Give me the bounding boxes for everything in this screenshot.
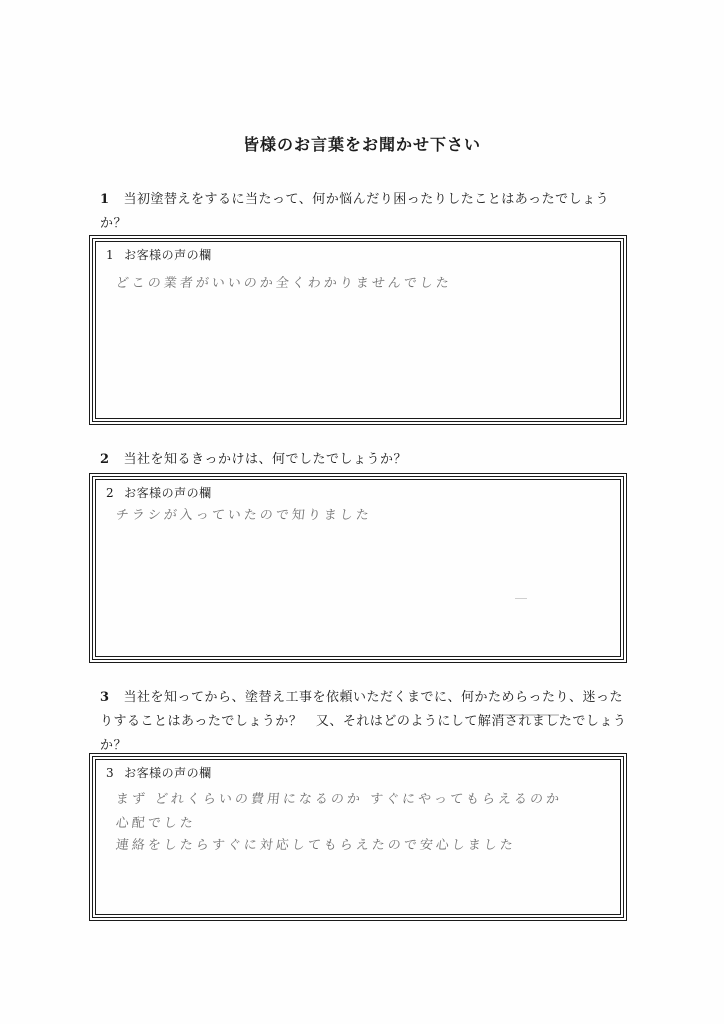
question-line: か？ [100, 738, 128, 753]
box-label [106, 484, 212, 501]
question-text: 当社を知るきっかけは、何でしたでしょうか？ [123, 452, 408, 467]
box-label-number: 2 [106, 486, 115, 500]
question-number: 1 [100, 192, 110, 207]
handwritten-answer: どこの業者がいいのか全くわかりませんでした [115, 276, 453, 291]
question-1 [100, 188, 640, 236]
box-label-number: 3 [106, 766, 115, 780]
question-number: 2 [100, 452, 110, 467]
box-label [106, 246, 212, 263]
question-line: りすることはあったでしょうか？ 又、それはどのようにして解消されましたでしょう [100, 714, 627, 729]
handwritten-answer-line-3: 連絡をしたらすぐに対応してもらえたので安心しました [115, 838, 517, 853]
answer-box-2 [92, 476, 624, 660]
page-title: 皆様のお言葉をお聞かせ下さい [242, 135, 481, 154]
box-label [106, 764, 212, 781]
question-line [100, 448, 640, 472]
answer-box-3 [92, 756, 624, 918]
question-line [100, 686, 640, 710]
question-3 [100, 686, 640, 758]
box-label-text: お客様の声の欄 [124, 486, 212, 500]
question-line: か？ [100, 216, 128, 231]
box-label-number: 1 [106, 248, 115, 262]
handwritten-answer: チラシが入っていたので知りました [115, 508, 373, 523]
handwritten-answer-line-2: 心配でした [115, 816, 197, 831]
box-label-text: お客様の声の欄 [124, 248, 212, 262]
question-text: 当初塗替えをするに当たって、何か悩んだり困ったりしたことはあったでしょう [123, 192, 610, 207]
question-2 [100, 448, 640, 472]
question-number: 3 [100, 690, 110, 705]
box-label-text: お客様の声の欄 [124, 766, 212, 780]
question-line [100, 188, 640, 212]
answer-box-1 [92, 238, 624, 422]
question-text: 当社を知ってから、塗替え工事を依頼いただくまでに、何かためらったり、迷った [123, 690, 624, 705]
handwritten-answer-line-1: まず どれくらいの費用になるのか すぐにやってもらえるのか [115, 792, 563, 807]
